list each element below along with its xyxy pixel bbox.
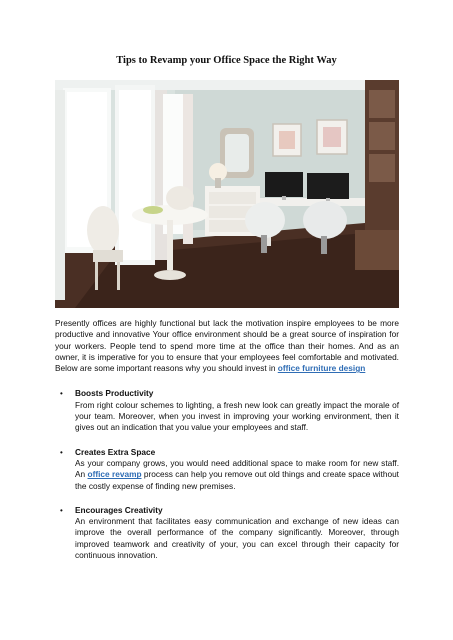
point-heading: Boosts Productivity	[75, 388, 154, 399]
bullet-icon: •	[60, 447, 63, 457]
point-text-before: An environment that facilitates easy communication and exchange of new ideas can improve the overall performance of the company significantly. Moreover, through improved teamwork and creativity of your, you can excel through their capacity for continuous innovation.	[75, 516, 399, 561]
point-text	[75, 458, 399, 492]
point-text-before: From right colour schemes to lighting, a fresh new look can greatly impact the morale of your team. Moreover, when you invest in improving your working environment, then it gives out an indication that you value your employees and staff.	[75, 399, 399, 433]
point-text	[75, 400, 399, 434]
office-revamp-link[interactable]: office revamp	[87, 469, 142, 480]
reasons-list	[55, 388, 399, 561]
document-title: Tips to Revamp your Office Space the Right Way	[116, 55, 337, 66]
article-body	[55, 318, 399, 574]
list-item	[55, 388, 399, 433]
point-heading: Encourages Creativity	[75, 504, 163, 515]
intro-paragraph	[55, 318, 399, 374]
point-text-after: process can help you remove out old things and create space without the costly expense of finding new premises.	[75, 469, 399, 491]
point-text	[75, 516, 399, 561]
office-furniture-design-link[interactable]: office furniture design	[277, 363, 366, 374]
point-text-before: As your company grows, you would need additional space to make room for new staff. An	[75, 457, 399, 480]
office-photo	[55, 80, 399, 308]
bullet-icon: •	[60, 505, 63, 515]
list-item	[55, 447, 399, 492]
intro-text: Presently offices are highly functional but lack the motivation inspire employees to be more productive and innovative Your office environment should be a great source of inspiration for your workers. People tend to spend more time at the office than their homes. And as an owner, it is imperative for you to ensure that your employees feel comfortable and motivated. Below are some important reasons why you should invest in	[55, 318, 399, 374]
point-heading: Creates Extra Space	[75, 446, 156, 457]
list-item	[55, 505, 399, 561]
bullet-icon: •	[60, 389, 63, 399]
